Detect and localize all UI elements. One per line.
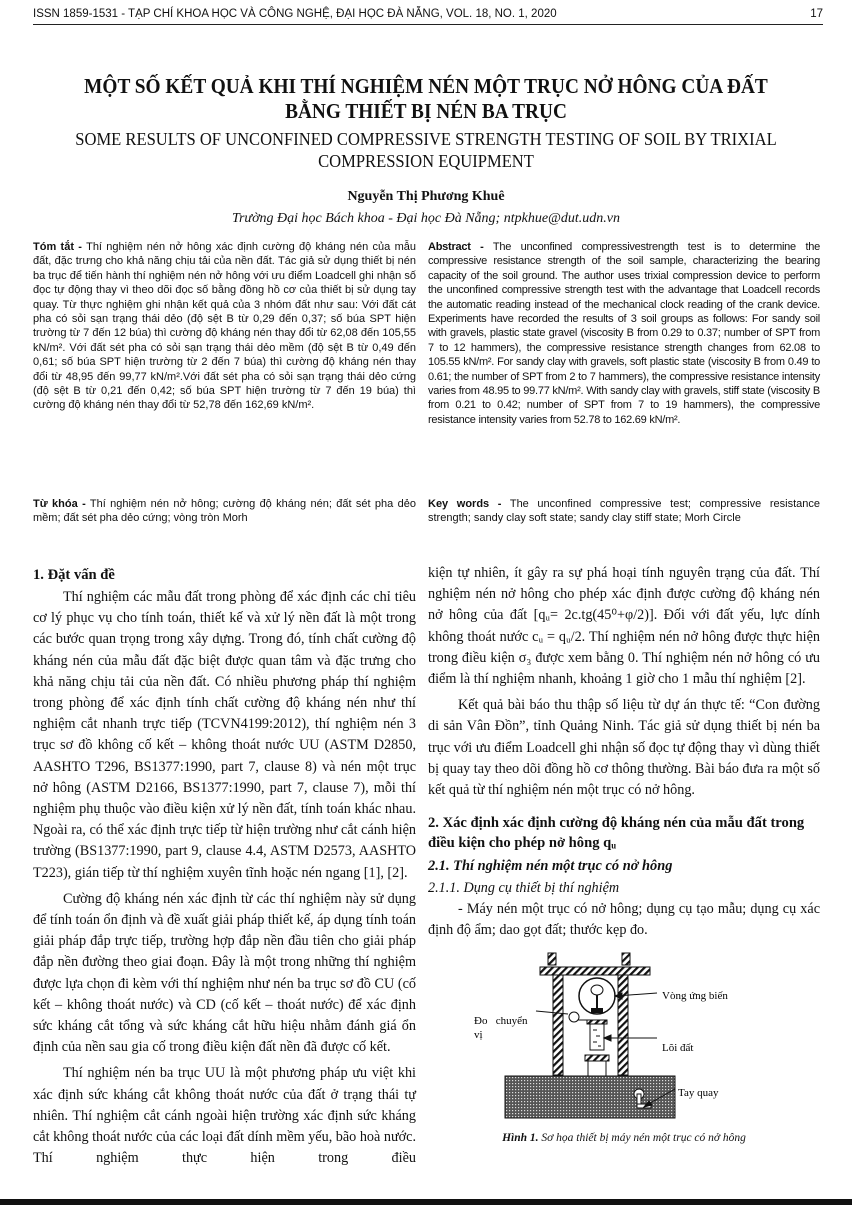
label-displacement-2: vị xyxy=(474,1029,483,1041)
author-name: Nguyễn Thị Phương Khuê xyxy=(347,189,505,204)
right-column xyxy=(428,563,820,947)
frame-top-bolts xyxy=(548,953,630,965)
page-number: 17 xyxy=(810,8,823,20)
abstract-en-text: The unconfined compressivestrength test is to determine the compressive resistance strength of the soil sample, characterizing the bearing capacity of the soil ground. The author uses trixial compression device to perform the unconfined compressive strength test with the advantage that Loadcell records the automatic reading instead of the mechanical clock reading of the crank device. Experiments have recorded the results of 3 soil groups as follows: For sandy soil with gravels, plastic state gravel (viscosity B from 0.29 to 0.37; number of SPT from 7 to 12 hammers), the compressive resistance strength changes from 62.08 to 105.55 kN/m². For sandy clay with gravels, soft plastic state (viscosity B from 0.49 to 0.61; the number of SPT from 2 to 7 hammers), the compressive resistance intensity varies from 48.95 to 99.77 kN/m². With sandy clay with gravels, stiff state (viscosity B from 0.21 to 0.42; number of SPT from 7 to 19 hammers), the compressive resistance intensity varies from 52.78 to 162.69 kN/m². xyxy=(428,241,821,426)
keywords-en-text: The unconfined compressive test; compressive resistance strength; sandy clay soft state; sandy clay stiff state; Morh Circle xyxy=(428,498,820,525)
keywords-en-label: Key words - xyxy=(428,498,502,510)
soil-sample xyxy=(590,1024,604,1050)
title-vietnamese: MỘT SỐ KẾT QUẢ KHI THÍ NGHIỆM NÉN MỘT TRỤC NỞ HÔNG CỦA ĐẤT BẰNG THIẾT BỊ NÉN BA TRỤC xyxy=(84,74,768,123)
figure-1-caption-text: Sơ họa thiết bị máy nén một trục có nở hông xyxy=(541,1132,746,1144)
label-proving-ring: Vòng ứng biến xyxy=(662,990,728,1002)
keywords-vi-label: Từ khóa - xyxy=(33,498,86,510)
subsection-2-1-1-heading: 2.1.1. Dụng cụ thiết bị thí nghiệm xyxy=(428,880,620,897)
paragraph: - Máy nén một trục có nở hông; dụng cụ tạo mẫu; dụng cụ xác định độ ẩm; dao gọt đất; thước kẹp đo. xyxy=(428,901,820,939)
figure-1-caption xyxy=(428,1132,820,1144)
abstract-vi-text: Thí nghiệm nén nở hông xác định cường độ kháng nén của mẫu đất, đặc trưng cho khả năng chịu tải của nền đất. Tác giả sử dụng thiết bị nén ba trục để tiến hành thí nghiệm nén nở hông với ưu điểm Loadcell ghi nhận số đọc tự động thay vì theo dõi đọc số bằng đồng hồ cơ của thiết bị sử dụng tay quay. Từ thực nghiệm ghi nhận kết quả của 3 nhóm đất như sau: Với đất cát pha có sỏi sạn trạng thái dẻo (độ sệt B từ 0,29 đến 0,37; số búa SPT hiện trường từ 7 đến 12 búa) thì cường độ kháng nén thay đổi từ 62,08 đến 105,55 kN/m². Với đất sét pha có sỏi sạn trạng thái dẻo mềm (độ sệt B từ 0,49 đến 0,61; số búa SPT hiện trường từ 2 đến 7 búa) thì cường độ kháng nén thay đổi từ 48,95 đến 99,77 kN/m².Với đất sét pha có sỏi sạn trạng thái dẻo cứng (độ sệt B từ 0,21 đến 0,42; số búa SPT hiện trường từ 7 đến 19 búa) thì cường độ kháng nén thay đổi từ 52,78 đến 162,69 kN/m². xyxy=(33,241,416,412)
abstract-english xyxy=(428,240,820,427)
abstract-vi-label: Tóm tắt - xyxy=(33,241,82,253)
frame-crossbeam xyxy=(540,967,650,975)
paragraph: Thí nghiệm nén ba trục UU là một phương pháp ưu việt khi xác định sức kháng cắt không thoát nước của đất ở trạng thái tự nhiên. Thí nghiệm cắt cánh ngoài hiện trường xác định sức kháng cắt không thoát nước của các loại đất dính mềm yếu, bão hoà nước. Thí nghiệm thực hiện trong điều xyxy=(33,1065,416,1167)
keywords-vi-text: Thí nghiệm nén nở hông; cường độ kháng nén; đất sét pha dẻo mềm; đất sét pha dẻo cứng; vòng tròn Morh xyxy=(33,498,417,525)
left-column xyxy=(33,565,416,1174)
section-1-heading: 1. Đặt vấn đề xyxy=(33,567,115,583)
figure-1-apparatus-sketch xyxy=(474,948,830,1128)
paragraph: Kết quả bài báo thu thập số liệu từ dự án thực tế: “Con đường di sản Vân Đồn”, tỉnh Quảng Ninh. Tác giả sử dụng thiết bị nén ba trục với ưu điểm Loadcell ghi nhận số đọc tự động thay vì dùng thiết bị quay tay theo dõi đồng hồ cơ thông thường. Bài báo đưa ra một số kết quả từ thí nghiệm nén một trục có nở hông. xyxy=(428,697,820,799)
title-english: SOME RESULTS OF UNCONFINED COMPRESSIVE STRENGTH TESTING OF SOIL BY TRIXIAL COMPRESSION EQUIPMENT xyxy=(75,129,777,171)
running-header xyxy=(33,8,823,25)
paragraph: Cường độ kháng nén xác định từ các thí nghiệm này sử dụng để tính toán ổn định và đề xuất giải pháp thiết kế, áp dụng tính toán giải pháp đắp trực tiếp, trường hợp đắp nền đầu tiên cho giải pháp đắp nền đường theo giai đoạn. Đây là một trong những thí nghiệm được lựa chọn đi kèm với thí nghiệm như nén ba trục sơ đồ CU (cố kết – không thoát nước) và CD (cố kết – thoát nước) để xác định sức kháng cắt tổng và sức kháng cắt hữu hiệu nhằm đánh giá ổn định của nền sau gia cố trong điều kiện đất nền đã được cố kết. xyxy=(33,890,416,1056)
abstract-en-label: Abstract - xyxy=(428,241,484,253)
label-displacement: Đo chuyển xyxy=(474,1015,528,1027)
keywords-english xyxy=(428,497,820,526)
paragraph: kiện tự nhiên, ít gây ra sự phá hoại tính nguyên trạng của đất. Thí nghiệm nén nở hông cho phép xác định được cường độ kháng nén nở hông của đất [qᵤ= 2c.tg(45⁰+φ/2)]. Đối với đất yếu, lực dính không thoát nước cᵤ = qᵤ/2. Thí nghiệm nén nở hông được thực hiện trong điều kiện σ₃ được xem bằng 0. Thí nghiệm nén nở hông có ưu điểm là thí nghiệm nhanh, khoảng 1 giờ cho 1 mẫu thí nghiệm [2]. xyxy=(428,565,820,688)
label-soil-core: Lõi đất xyxy=(662,1042,694,1054)
journal-info: ISSN 1859-1531 - TẠP CHÍ KHOA HỌC VÀ CÔNG NGHỆ, ĐẠI HỌC ĐÀ NẴNG, VOL. 18, NO. 1, 2020 xyxy=(33,8,557,20)
bottom-platen xyxy=(585,1055,609,1061)
frame-left-column xyxy=(553,975,563,1075)
machine-base xyxy=(505,1076,675,1118)
proving-ring xyxy=(579,978,615,1014)
section-2-heading: 2. Xác định xác định cường độ kháng nén của mẫu đất trong điều kiện cho phép nở hông qᵤ xyxy=(428,815,805,852)
label-crank: Tay quay xyxy=(678,1087,719,1099)
frame-right-column xyxy=(618,975,628,1075)
figure-1-caption-label: Hình 1. xyxy=(502,1132,539,1144)
piston xyxy=(588,1061,606,1076)
top-cap xyxy=(587,1020,607,1024)
keywords-vietnamese xyxy=(33,497,416,526)
author-affiliation: Trường Đại học Bách khoa - Đại học Đà Nẵng; ntpkhue@dut.udn.vn xyxy=(231,211,621,226)
paragraph: Thí nghiệm các mẫu đất trong phòng để xác định các chỉ tiêu cơ lý phục vụ cho tính toán, thiết kế và xử lý nền đất là một trong các bước quan trọng trong xây dựng. Trong đó, tính chất cường độ kháng nén của mẫu đất đặc biệt được quan tâm và đặc trưng cho khả năng chịu tải của nền đất. Có nhiều phương pháp thí nghiệm trong phòng để xác định tính chất cường độ kháng nén như thí nghiệm cắt nhanh trực tiếp (TCVN4199:2012), thí nghiệm nén 3 trục sơ đồ không cố kết – không thoát nước UU (ASTM D2850, AASHTO T296, BS1377:1990, part 7, clause 8) và nén một trục nở hông (ASTM D2166, BS1377:1990, part 7, clause 7), mỗi thí nghiệm phụ thuộc vào điều kiện xử lý nền đất, tính toán khác nhau. Ngoài ra, có thể xác định trực tiếp từ hiện trường như cắt cánh hiện trường (BS1377:1990, part 9, clause 4.4, ASTM D2573, AASHTO T223), gián tiếp từ thí nghiệm xuyên tĩnh hoặc nén ngang [1], [2]. xyxy=(33,589,416,881)
page-bottom-border xyxy=(0,1199,852,1205)
abstract-vietnamese xyxy=(33,240,416,413)
subsection-2-1-heading: 2.1. Thí nghiệm nén một trục có nở hông xyxy=(428,858,673,875)
